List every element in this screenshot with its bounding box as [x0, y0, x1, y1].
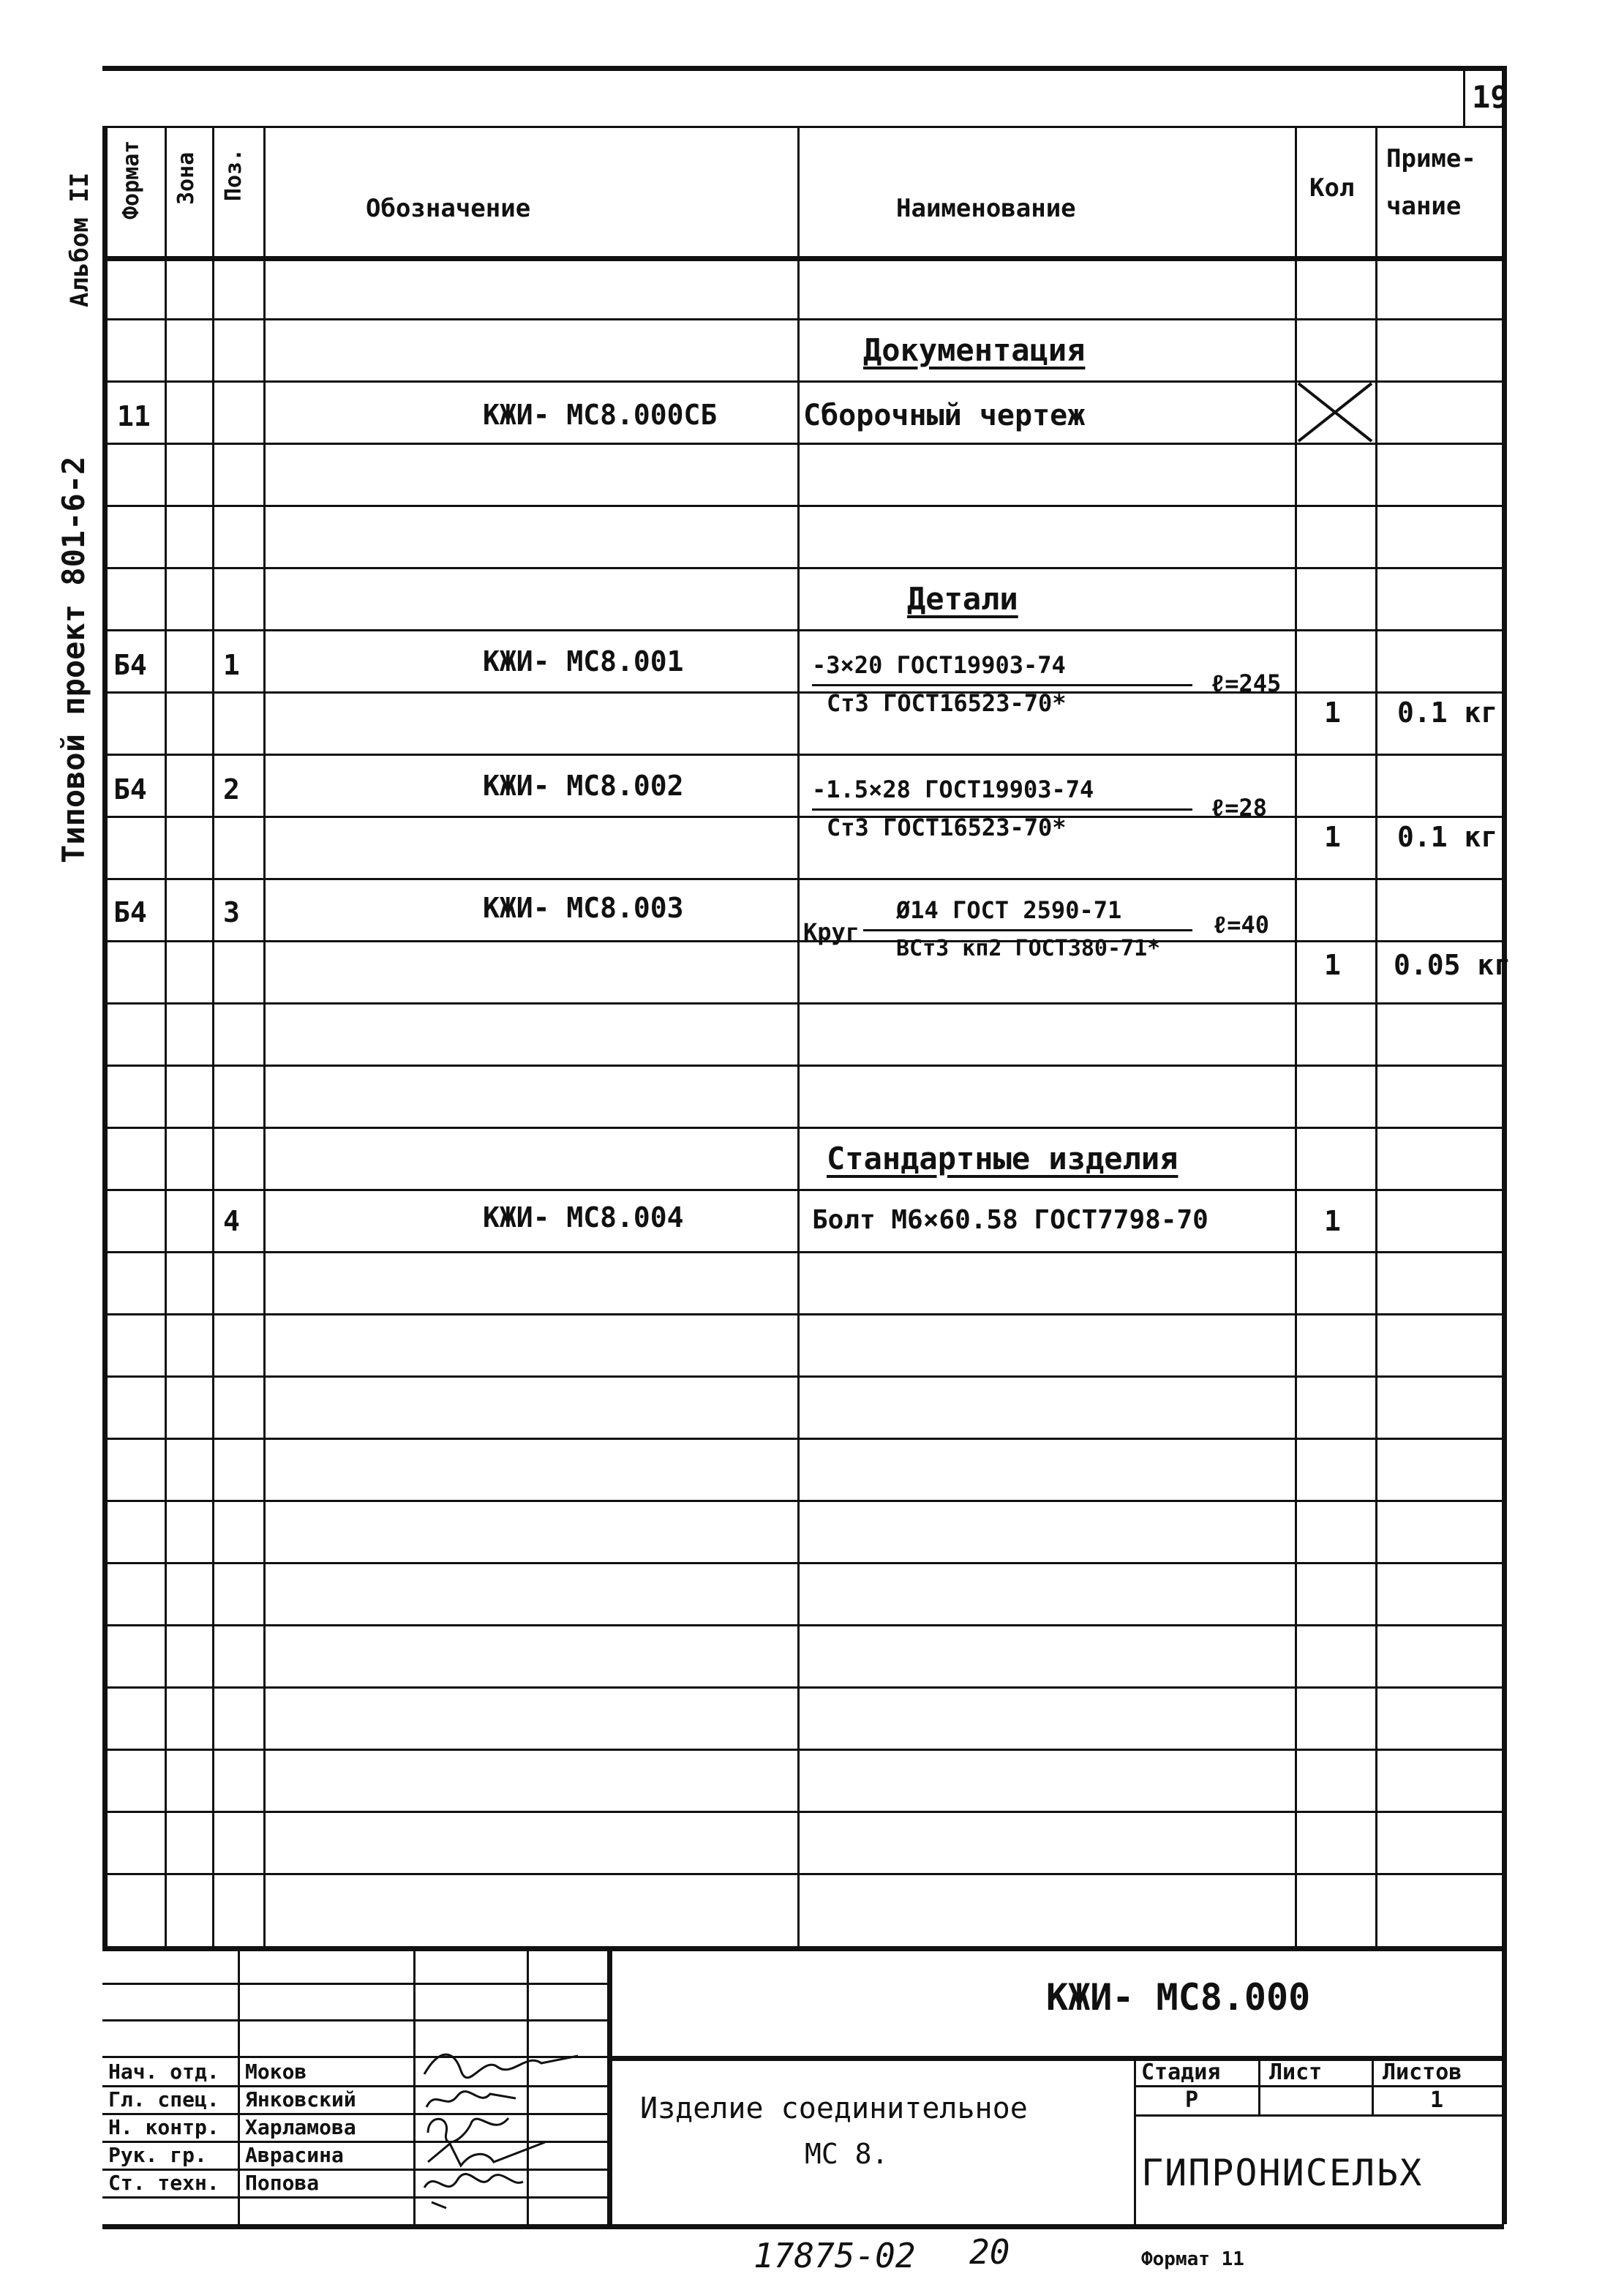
- row-line-22: [102, 1624, 1504, 1626]
- p1-fraction-line: [812, 684, 1192, 686]
- section-parts: Детали: [907, 581, 1018, 617]
- footer-page: 20: [969, 2232, 1010, 2272]
- row-line-5: [102, 567, 1504, 569]
- tb-left-line-1: [102, 1983, 607, 1985]
- tb-sheets-label: Листов: [1383, 2060, 1462, 2085]
- s4-pos: 4: [223, 1205, 240, 1237]
- tb-product-line2: МС 8.: [805, 2138, 889, 2170]
- row-line-23: [102, 1686, 1504, 1689]
- tb-stage-value: Р: [1185, 2087, 1199, 2113]
- p2-name-top: -1.5×28 ГОСТ19903-74: [812, 776, 1094, 803]
- p3-length: ℓ=40: [1213, 911, 1269, 939]
- signature-5-icon: [417, 2166, 534, 2210]
- row-line-26: [102, 1873, 1504, 1875]
- s4-designation: КЖИ- МС8.004: [483, 1201, 684, 1234]
- header-format: Формат: [119, 140, 144, 219]
- tb-stage-label: Стадия: [1141, 2060, 1221, 2085]
- tb-col-stage: [1134, 2056, 1136, 2224]
- tb-left-line-2: [102, 2019, 607, 2021]
- p3-name-bottom: ВСт3 кп2 ГОСТ380-71*: [896, 936, 1161, 961]
- row-line-4: [102, 505, 1504, 507]
- doc-designation: КЖИ- МС8.000СБ: [483, 399, 718, 431]
- doc-name: Сборочный чертеж: [803, 399, 1086, 432]
- tb-col-date: [607, 1946, 612, 2224]
- s4-qty: 1: [1324, 1205, 1341, 1237]
- tb-name-5: Попова: [245, 2171, 320, 2195]
- p3-qty: 1: [1324, 949, 1341, 981]
- col-line-designation: [263, 126, 266, 1948]
- p1-designation: КЖИ- МС8.001: [483, 645, 684, 677]
- tb-code: КЖИ- МС8.000: [1046, 1976, 1311, 2019]
- footer-number: 17875-02: [753, 2236, 916, 2275]
- p2-pos: 2: [223, 773, 240, 806]
- row-line-3: [102, 443, 1504, 445]
- p1-format: Б4: [113, 649, 147, 681]
- project-label: Типовой проект 801-6-2: [56, 456, 91, 863]
- p1-qty: 1: [1324, 697, 1341, 729]
- row-line-14: [102, 1127, 1504, 1129]
- col-line-pos: [212, 126, 214, 1948]
- p1-pos: 1: [223, 649, 240, 681]
- tb-sheets-value: 1: [1430, 2087, 1444, 2113]
- row-line-8: [102, 754, 1504, 756]
- p3-name-top: Ø14 ГОСТ 2590-71: [896, 896, 1122, 924]
- row-line-1: [102, 318, 1504, 320]
- p2-format: Б4: [113, 773, 147, 806]
- p1-length: ℓ=245: [1211, 669, 1282, 697]
- header-qty: Кол: [1309, 173, 1355, 203]
- p2-name-bottom: Ст3 ГОСТ16523-70*: [827, 814, 1067, 841]
- album-label: Альбом II: [65, 172, 94, 307]
- tb-role-5: Ст. техн.: [108, 2171, 219, 2195]
- header-pos: Поз.: [221, 148, 247, 201]
- tb-right-line-1: [607, 2056, 1504, 2061]
- p3-name-prefix: Круг: [803, 918, 860, 946]
- titleblock-bottom-line: [102, 2224, 1504, 2229]
- p3-format: Б4: [113, 896, 147, 928]
- signature-1-icon: [417, 2041, 585, 2085]
- col-line-zone: [165, 126, 167, 1948]
- page-number-box-bottom: [102, 126, 1504, 128]
- doc-format: 11: [117, 400, 151, 432]
- p2-designation: КЖИ- МС8.002: [483, 770, 684, 802]
- tb-role-3: Н. контр.: [108, 2115, 219, 2139]
- p1-name-top: -3×20 ГОСТ19903-74: [812, 651, 1066, 679]
- section-documentation: Документация: [863, 332, 1086, 368]
- tb-name-1: Моков: [245, 2060, 307, 2084]
- row-line-16: [102, 1251, 1504, 1253]
- header-bottom-line: [102, 256, 1504, 261]
- row-line-20: [102, 1500, 1504, 1502]
- tb-name-4: Аврасина: [245, 2143, 344, 2167]
- p1-name-bottom: Ст3 ГОСТ16523-70*: [827, 689, 1067, 717]
- p3-pos: 3: [223, 896, 240, 928]
- p2-qty: 1: [1324, 821, 1341, 853]
- row-line-9: [102, 816, 1504, 818]
- row-line-19: [102, 1438, 1504, 1440]
- p3-note: 0.05 кг: [1394, 949, 1511, 981]
- row-line-12: [102, 1002, 1504, 1005]
- tb-sheet-label: Лист: [1269, 2060, 1323, 2085]
- p3-designation: КЖИ- МС8.003: [483, 892, 684, 924]
- footer-format: Формат 11: [1141, 2248, 1244, 2270]
- page-number: 19: [1472, 79, 1509, 115]
- p3-fraction-line: [863, 929, 1192, 931]
- section-standard: Стандартные изделия: [827, 1141, 1178, 1176]
- tb-role-2: Гл. спец.: [108, 2087, 219, 2111]
- header-name: Наименование: [896, 194, 1076, 223]
- row-line-2: [102, 380, 1504, 383]
- row-line-24: [102, 1749, 1504, 1751]
- header-note-line1: Приме-: [1386, 144, 1476, 173]
- page-number-box-left: [1463, 67, 1465, 126]
- col-line-note: [1375, 126, 1377, 1948]
- tb-name-3: Харламова: [245, 2115, 356, 2139]
- p2-fraction-line: [812, 808, 1192, 811]
- tb-organization: ГИПРОНИСЕЛЬХ: [1141, 2152, 1424, 2194]
- row-line-7: [102, 691, 1504, 694]
- header-note-line2: чание: [1386, 192, 1462, 221]
- tb-product-line1: Изделие соединительное: [640, 2092, 1028, 2125]
- tb-right-line-3: [1134, 2114, 1504, 2117]
- frame-right-line: [1502, 66, 1507, 2224]
- row-line-10: [102, 878, 1504, 880]
- tb-role-1: Нач. отд.: [108, 2060, 219, 2084]
- frame-top-line: [102, 66, 1507, 71]
- header-zone: Зона: [173, 151, 199, 205]
- header-designation: Обозначение: [366, 194, 531, 223]
- s4-name: Болт М6×60.58 ГОСТ7798-70: [812, 1205, 1208, 1235]
- col-line-name: [797, 126, 800, 1948]
- row-line-25: [102, 1811, 1504, 1813]
- table-left-border: [102, 126, 108, 1948]
- row-line-15: [102, 1189, 1504, 1191]
- row-line-21: [102, 1562, 1504, 1564]
- row-line-6: [102, 629, 1504, 631]
- row-line-18: [102, 1375, 1504, 1378]
- row-line-17: [102, 1313, 1504, 1315]
- tb-role-4: Рук. гр.: [108, 2143, 207, 2167]
- p2-note: 0.1 кг: [1397, 821, 1498, 853]
- signature-2-icon: [421, 2085, 523, 2114]
- tb-name-2: Янковский: [245, 2087, 356, 2111]
- p1-note: 0.1 кг: [1397, 697, 1498, 729]
- p2-length: ℓ=28: [1211, 794, 1267, 822]
- row-line-13: [102, 1065, 1504, 1067]
- cross-mark-icon: [1297, 382, 1373, 443]
- titleblock-top-line: [102, 1946, 1504, 1951]
